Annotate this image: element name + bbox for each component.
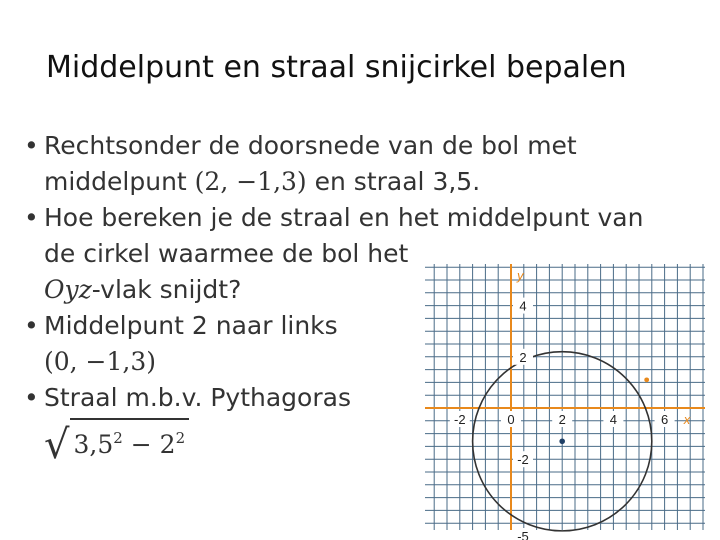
x-axis-label: x (683, 412, 691, 427)
x-tick-label: 4 (609, 412, 618, 427)
slide-title: Middelpunt en straal snijcirkel bepalen (46, 50, 627, 85)
math-sqrt-expression (44, 418, 189, 468)
circle-figure (425, 264, 705, 540)
x-tick-label: 6 (660, 412, 669, 427)
bullet-text: de cirkel waarmee de bol het (44, 239, 409, 268)
circle-point (644, 377, 649, 382)
sqrt-base: 2 (159, 430, 176, 459)
math-new-center: (0, −1,3) (44, 347, 157, 376)
text-segment: en straal 3,5. (306, 167, 481, 196)
bullet-text: • Straal m.b.v. Pythagoras (44, 383, 351, 412)
x-tick-label: -2 (454, 412, 466, 427)
bullet-text: • Hoe bereken je de straal en het middelpunt van (44, 203, 644, 232)
x-tick-label: 0 (507, 412, 515, 427)
x-tick-label: 2 (558, 412, 566, 427)
sqrt-base: 3,5 (73, 430, 114, 459)
radical-sign-icon: √ (44, 422, 70, 468)
text-segment: middelpunt (44, 167, 195, 196)
bullet-text (44, 164, 660, 200)
sqrt-operator: − (122, 430, 160, 459)
y-tick-label: 4 (519, 298, 527, 314)
y-tick-label: -5 (517, 529, 529, 540)
bullet-text: • Rechtsonder de doorsnede van de bol met (44, 131, 577, 160)
coordinate-grid (425, 264, 705, 540)
y-tick-label: -2 (517, 452, 529, 468)
text-segment: -vlak snijdt? (91, 275, 242, 304)
sqrt-exponent: 2 (175, 429, 186, 447)
center-point (559, 438, 565, 444)
math-center-point: (2, −1,3) (194, 167, 307, 196)
y-tick-label: 2 (519, 349, 527, 365)
sqrt-radicand (70, 418, 190, 463)
bullet-doorsnede (20, 128, 660, 200)
bullet-text: • Middelpunt 2 naar links (44, 311, 338, 340)
math-plane-name: Oyz (44, 275, 92, 304)
y-axis-label: y (517, 268, 524, 283)
sqrt-exponent: 2 (113, 429, 123, 447)
